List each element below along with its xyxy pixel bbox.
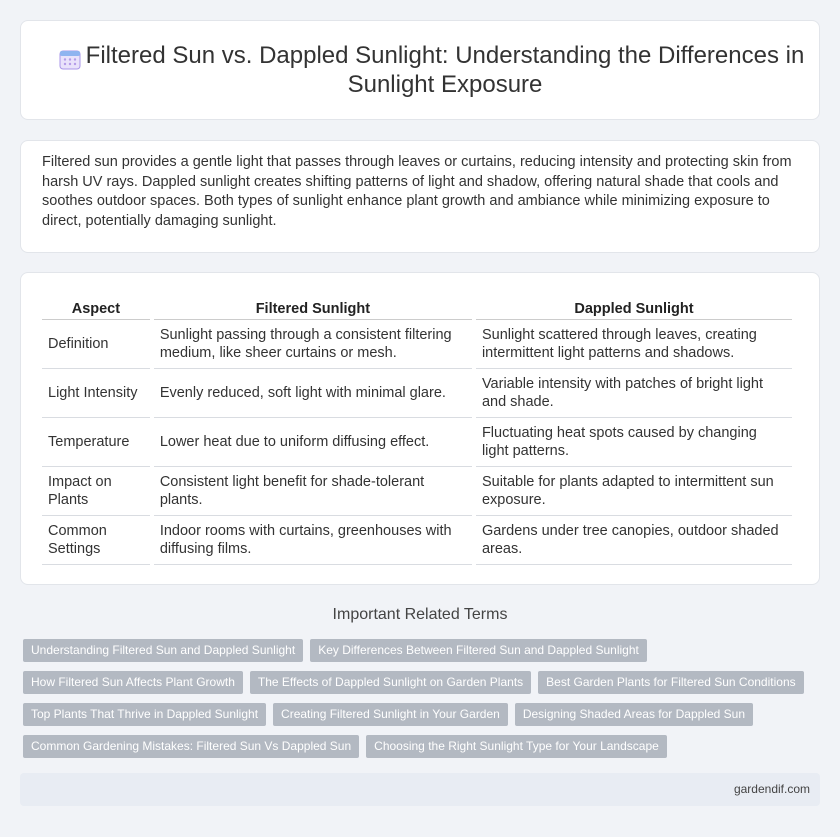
row-dappled: Variable intensity with patches of bright light and shade. [476,369,792,418]
intro-paragraph: Filtered sun provides a gentle light that passes through leaves or curtains, reducing intensity and protecting skin from harsh UV rays. Dappled sunlight creates shifting patterns of light and shadow, offering natural shade that cools and soothes outdoor spaces. Both types of sunlight enhance plant growth and ambiance while minimizing exposure to direct, potentially damaging sunlight. [42,154,792,229]
comparison-card [20,272,820,585]
row-dappled: Sunlight scattered through leaves, creating intermittent light patterns and shadows. [476,320,792,369]
footer-site-link[interactable]: gardendif.com [733,782,810,796]
header-filtered: Filtered Sunlight [154,294,472,320]
comparison-table [38,294,796,565]
row-dappled: Gardens under tree canopies, outdoor shaded areas. [476,516,792,565]
related-tag[interactable]: Common Gardening Mistakes: Filtered Sun Vs Dappled Sun [23,735,359,758]
table-row [42,467,792,516]
related-tags [23,639,823,767]
table-row [42,320,792,369]
header-dappled: Dappled Sunlight [476,294,792,320]
row-aspect: Definition [42,320,150,369]
row-dappled: Suitable for plants adapted to intermittent sun exposure. [476,467,792,516]
table-header-row [42,294,792,320]
row-filtered: Lower heat due to uniform diffusing effect. [154,418,472,467]
row-aspect: Temperature [42,418,150,467]
related-tag[interactable]: Designing Shaded Areas for Dappled Sun [515,703,753,726]
row-filtered: Consistent light benefit for shade-tolerant plants. [154,467,472,516]
row-filtered: Evenly reduced, soft light with minimal glare. [154,369,472,418]
row-filtered: Indoor rooms with curtains, greenhouses with diffusing films. [154,516,472,565]
table-row [42,369,792,418]
tag-row [23,703,823,726]
title-card [20,20,820,120]
related-tag[interactable]: Choosing the Right Sunlight Type for Your Landscape [366,735,667,758]
row-aspect: Common Settings [42,516,150,565]
row-aspect: Impact on Plants [42,467,150,516]
related-terms-heading: Important Related Terms [332,606,508,623]
header-aspect: Aspect [42,294,150,320]
row-dappled: Fluctuating heat spots caused by changing light patterns. [476,418,792,467]
related-tag[interactable]: Understanding Filtered Sun and Dappled Sunlight [23,639,303,662]
intro-card [20,140,820,253]
page-title: Filtered Sun vs. Dappled Sunlight: Understanding the Differences in Sunlight Exposure [85,42,805,98]
related-tag[interactable]: Key Differences Between Filtered Sun and Dappled Sunlight [310,639,647,662]
related-tag[interactable]: The Effects of Dappled Sunlight on Garden Plants [250,671,531,694]
tag-row [23,735,823,758]
footer [20,773,820,806]
row-filtered: Sunlight passing through a consistent filtering medium, like sheer curtains or mesh. [154,320,472,369]
table-row [42,418,792,467]
related-tag[interactable]: Creating Filtered Sunlight in Your Garden [273,703,508,726]
related-tag[interactable]: Best Garden Plants for Filtered Sun Conditions [538,671,803,694]
related-tag[interactable]: How Filtered Sun Affects Plant Growth [23,671,243,694]
row-aspect: Light Intensity [42,369,150,418]
tag-row [23,671,823,694]
related-tag[interactable]: Top Plants That Thrive in Dappled Sunlight [23,703,266,726]
tag-row [23,639,823,662]
table-row [42,516,792,565]
